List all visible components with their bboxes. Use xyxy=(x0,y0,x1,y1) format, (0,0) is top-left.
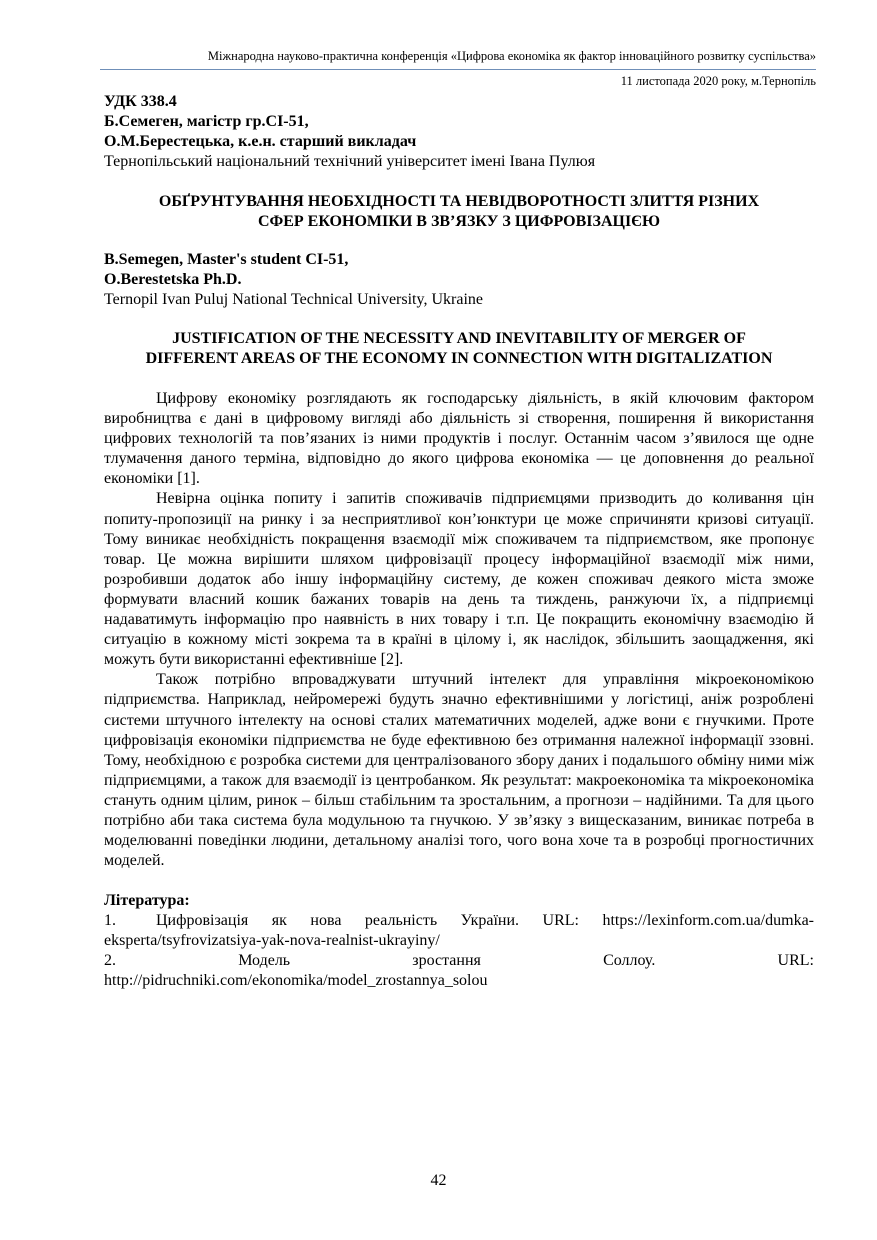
udc-code: УДК 338.4 xyxy=(104,93,177,110)
author-en-2: O.Berestetska Ph.D. xyxy=(104,271,242,288)
literature-heading: Література: xyxy=(104,892,190,910)
title-en xyxy=(104,329,814,369)
paragraph-2: Невірна оцінка попиту і запитів споживачів підприємцями призводить до коливання цін попиту-пропозиції на ринку і за несприятливої кон’юнктури це може спричиняти кризові ситуації. Тому виникає необхідність покращення взаємодії між споживачем та підприємством, яке пропонує товар. Це можна вирішити шляхом цифровізації процесу інформаційної взаємодії між ними, розробивши додаток або іншу інформаційну систему, де кожен споживач деякого міста зможе формувати власний кошик бажаних товарів на день та тиждень, ранжуючи їх, а підприємці надаватимуть інформацію про наявність в них товару і т.п. Це покращить економічну взаємодію й ситуацію в кожному місті зокрема та в країні в цілому і, як наслідок, збільшить заощадження, які можуть бути використанні ефективніше [2]. xyxy=(104,490,814,669)
reference-number-1: 1. xyxy=(104,912,116,930)
author-en-1: B.Semegen, Master's student CI-51, xyxy=(104,251,349,268)
reference-word-1: Модель xyxy=(238,952,291,970)
title-en-line-1: JUSTIFICATION OF THE NECESSITY AND INEVITABILITY OF MERGER OF xyxy=(172,330,746,347)
reference-word-2: зростання xyxy=(412,952,481,970)
body-text xyxy=(104,389,814,871)
paragraph-1: Цифрову економіку розглядають як господарську діяльність, в якій ключовим фактором виробництва є дані в цифровому вигляді або діяльність зі створення, поширення й використання цифрових технологій та пов’язаних із ними продуктів і послуг. Останнім часом з’явилося ще одне тлумачення даного терміна, відповідно до якого цифрова економіка — це доповнення до реальної економіки [1]. xyxy=(104,390,814,488)
conference-header: Міжнародна науково-практична конференція «Цифрова економіка як фактор інноваційного розвитку суспільства» xyxy=(207,49,816,63)
authors-en xyxy=(104,250,814,310)
author-ua-2: О.М.Берестецька, к.е.н. старший викладач xyxy=(104,133,417,150)
reference-word-3: Соллоу. xyxy=(603,952,656,970)
title-en-line-2: DIFFERENT AREAS OF THE ECONOMY IN CONNECTION WITH DIGITALIZATION xyxy=(145,350,773,367)
reference-url-2: http://pidruchniki.com/ekonomika/model_zrostannya_solou xyxy=(104,972,488,990)
reference-word-4: URL: xyxy=(777,952,814,970)
title-ua-line-1: ОБҐРУНТУВАННЯ НЕОБХІДНОСТІ ТА НЕВІДВОРОТНОСТІ ЗЛИТТЯ РІЗНИХ xyxy=(158,193,760,210)
reference-text-1: Цифровізація як нова реальність України. URL: https://lexinform.com.ua/dumka-eksperta/tsyfrovizatsiya-yak-nova-realnist-ukrayiny/ xyxy=(104,912,814,950)
conference-date: 11 листопада 2020 року, м.Тернопіль xyxy=(620,74,816,88)
reference-number-2: 2. xyxy=(104,952,116,970)
article-body xyxy=(104,92,814,991)
author-ua-1: Б.Семеген, магістр гр.СІ-51, xyxy=(104,113,309,130)
paragraph-3: Також потрібно впроваджувати штучний інтелект для управління мікроекономікою підприємства. Наприклад, нейромережі будуть значно ефективнішими у логістиці, аніж розроблені системи штучного інтелекту на основі сталих математичних моделей, адже вони є гнучкими. Проте цифровізація економіки підприємства не буде ефективною без отримання належної інформації ззовні. Тому, необхідною є розробка системи для централізованого збору даних і подальшого обміну ними між підприємцями, а також для взаємодії із центробанком. Як результат: макроекономіка та мікроекономіка стануть одним цілим, ринок – більш стабільним та зростальним, а прогнози – надійними. Та для цього потрібно аби така система була модульною та гнучкою. У зв’язку з вищесказаним, виникає потреба в моделюванні поведінки людини, детальному аналізі того, чого вона хоче та в розробці прогностичних моделей. xyxy=(104,671,814,870)
title-ua-line-2: СФЕР ЕКОНОМІКИ В ЗВ’ЯЗКУ З ЦИФРОВІЗАЦІЄЮ xyxy=(257,213,661,230)
reference-item-2 xyxy=(104,951,814,971)
reference-list xyxy=(104,911,814,991)
header-rule xyxy=(100,69,816,70)
page-number: 42 xyxy=(430,1172,447,1189)
title-ua xyxy=(104,192,814,232)
affiliation-en: Ternopil Ivan Puluj National Technical University, Ukraine xyxy=(104,291,483,308)
reference-item-1 xyxy=(104,911,814,951)
affiliation-ua: Тернопільський національний технічний університет імені Івана Пулюя xyxy=(104,153,596,170)
